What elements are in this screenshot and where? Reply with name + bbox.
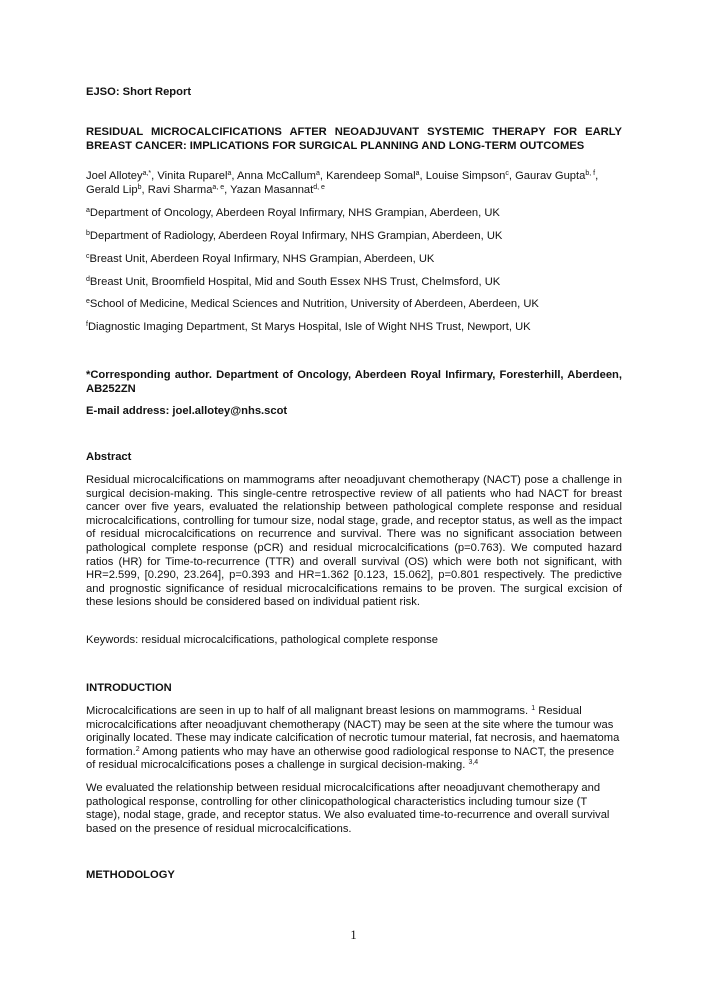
author-affiliation-mark: a: [227, 170, 232, 177]
affiliation-key: f: [86, 321, 88, 328]
author-name: Anna McCallum: [236, 170, 316, 182]
author-affiliation-mark: d, e: [313, 183, 325, 191]
affiliation-key: d: [86, 276, 90, 283]
author-name: Gaurav Gupta: [515, 170, 586, 182]
introduction-paragraph-2: We evaluated the relationship between residual microcalcifications after neoadjuvant chemotherapy and pathological response, controlling for other clinicopathological characteristics including tumour size (T stage), nodal stage, grade, and receptor status. We also evaluated time-to-recurrence and overall survival based on the presence of residual microcalcifications.: [86, 782, 610, 835]
author-affiliation-mark: c: [505, 170, 509, 177]
author-affiliation-mark: b, f: [585, 170, 596, 177]
introduction-paragraph-1: Microcalcifications are seen in up to half of all malignant breast lesions on mammograms. $^1$ Residual microcalcifications after neoadjuvant chemotherapy (NACT) may be seen at the site where the tumour was originally located. These may indicate calcification of necrotic tumour material, fat necrosis, and haematoma formation.$^2$ Among patients who may have an otherwise good radiological response to NACT, the presence of residual microcalcifications poses a challenge in surgical decision-making. $^{3,4}$: [86, 705, 620, 772]
abstract-heading: Abstract: [86, 451, 132, 463]
affiliation-item: [86, 207, 622, 221]
affiliation-item: [86, 253, 622, 267]
affiliation-text: Breast Unit, Aberdeen Royal Infirmary, NHS Grampian, Aberdeen, UK: [89, 253, 435, 265]
author-name: Vinita Ruparel: [157, 170, 228, 182]
affiliation-text: Department of Oncology, Aberdeen Royal Infirmary, NHS Grampian, Aberdeen, UK: [89, 207, 500, 219]
author-affiliation-mark: a: [315, 170, 320, 177]
methodology-heading: METHODOLOGY: [86, 869, 175, 881]
affiliation-key: a: [86, 207, 90, 214]
corresponding-author: *Corresponding author. Department of Oncology, Aberdeen Royal Infirmary, Foresterhill, Aberdeen, AB252ZN: [86, 369, 622, 395]
author-name: Yazan Masannat: [230, 183, 314, 196]
author-name: Ravi Sharma: [147, 183, 213, 196]
author-affiliation-mark: b: [137, 183, 142, 191]
affiliation-key: b: [86, 230, 90, 237]
author-name: Louise Simpson: [425, 170, 506, 182]
author-affiliation-mark: a, e: [212, 183, 225, 191]
author-name: Gerald Lip: [86, 183, 138, 196]
affiliation-text: Breast Unit, Broomfield Hospital, Mid and South Essex NHS Trust, Chelmsford, UK: [89, 276, 501, 288]
affiliation-key: c: [86, 253, 90, 260]
keywords: Keywords: residual microcalcifications, pathological complete response: [86, 634, 438, 646]
affiliation-item: [86, 276, 622, 290]
email-address: E-mail address: joel.allotey@nhs.scot: [86, 405, 288, 417]
citation-ref: 2: [135, 745, 140, 753]
affiliation-item: [86, 230, 622, 244]
author-affiliation-mark: a: [415, 170, 420, 177]
affiliation-item: [86, 298, 622, 312]
abstract-body: Residual microcalcifications on mammograms after neoadjuvant chemotherapy (NACT) pose a challenge in surgical decision-making. This single-centre retrospective review of all patients who had NACT for breast cancer over five years, evaluated the relationship between pathological complete response and residual microcalcifications, controlling for tumour size, nodal stage, grade, and receptor status, as well as the impact of residual microcalcifications on recurrence and survival. There was no significant association between pathological complete response (pCR) and residual microcalcifications (p=0.763). We computed hazard ratios (HR) for Time-to-recurrence (TTR) and overall survival (OS) which were both not significant, with HR=2.599, [0.290, 23.264], p=0.393 and HR=1.362 [0.123, 15.062], p=0.801 respectively. The predictive and prognostic significance of residual microcalcifications remains to be proven. The surgical excision of these lesions should be considered based on individual patient risk.: [86, 474, 623, 609]
affiliation-item: [86, 321, 622, 335]
author-name: Karendeep Somal: [326, 170, 416, 182]
affiliation-text: Department of Radiology, Aberdeen Royal Infirmary, NHS Grampian, Aberdeen, UK: [89, 230, 503, 242]
affiliation-text: School of Medicine, Medical Sciences and Nutrition, University of Aberdeen, Aberdeen, UK: [89, 298, 539, 310]
citation-ref: 1: [531, 705, 536, 712]
author-list: Joel Allotey$^{a,*}$, Vinita Ruparel$^a$, Anna McCallum$^a$, Karendeep Somal$^a$, Louise Simpson$^c$, Gaurav Gupta$^{b, f}$, Gerald Lip$^b$, Ravi Sharma$^{a, e}$, Yazan Masannat$^{d, e}$: [86, 170, 599, 196]
affiliation-key: e: [86, 298, 90, 305]
introduction-heading: INTRODUCTION: [86, 682, 172, 694]
author-name: Joel Allotey: [86, 170, 143, 182]
author-affiliation-mark: a,*: [142, 170, 152, 177]
page-number: 1: [350, 928, 357, 942]
citation-ref: 3,4: [468, 759, 479, 767]
paper-title: RESIDUAL MICROCALCIFICATIONS AFTER NEOADJUVANT SYSTEMIC THERAPY FOR EARLY BREAST CANCER: IMPLICATIONS FOR SURGICAL PLANNING AND LONG-TERM OUTCOMES: [86, 126, 622, 152]
journal-label: EJSO: Short Report: [86, 86, 192, 98]
affiliation-text: Diagnostic Imaging Department, St Marys Hospital, Isle of Wight NHS Trust, Newport, UK: [87, 321, 531, 333]
